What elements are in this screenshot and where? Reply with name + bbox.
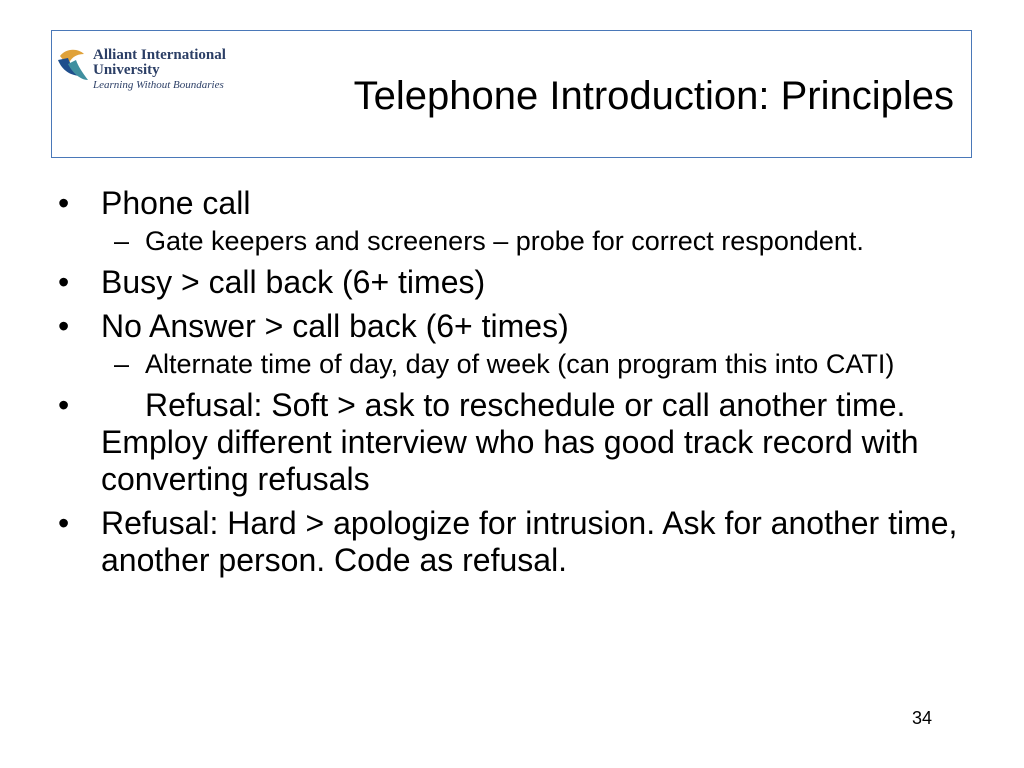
bullet-item [58, 308, 958, 345]
logo-emblem-icon [56, 46, 90, 84]
bullet-marker: • [58, 264, 70, 300]
bullet-text: Refusal: Hard > apologize for intrusion. Ask for another time, another person. Code as refusal. [101, 505, 958, 578]
sub-bullet-marker: – [114, 349, 130, 379]
bullet-text: No Answer > call back (6+ times) [101, 308, 569, 344]
bullet-item [58, 264, 958, 301]
bullet-item [58, 185, 958, 222]
sub-bullet-marker: – [114, 226, 130, 256]
bullet-text: Phone call [101, 185, 251, 221]
sub-bullet-text: Alternate time of day, day of week (can program this into CATI) [145, 349, 895, 379]
slide-number: 34 [912, 708, 933, 728]
bullet-marker: • [58, 308, 70, 344]
bullet-marker: • [58, 185, 70, 221]
bullet-marker: • [58, 505, 70, 541]
sub-bullet-item [58, 226, 958, 257]
slide-title: Telephone Introduction: Principles [353, 74, 954, 118]
university-logo [56, 42, 246, 102]
bullet-text: Busy > call back (6+ times) [101, 264, 486, 300]
logo-name-line2: University [93, 62, 160, 78]
sub-bullet-text: Gate keepers and screeners – probe for correct respondent. [145, 226, 864, 256]
bullet-text: Refusal: Soft > ask to reschedule or call another time. Employ different interview who has good track record with converting refusals [101, 387, 919, 497]
logo-name-line1: Alliant International [93, 47, 226, 63]
logo-tagline: Learning Without Boundaries [93, 79, 224, 91]
sub-bullet-item [58, 349, 958, 380]
bullet-item [58, 505, 958, 579]
slide-body [58, 178, 958, 579]
bullet-item [58, 387, 958, 498]
bullet-marker: • [58, 387, 70, 423]
